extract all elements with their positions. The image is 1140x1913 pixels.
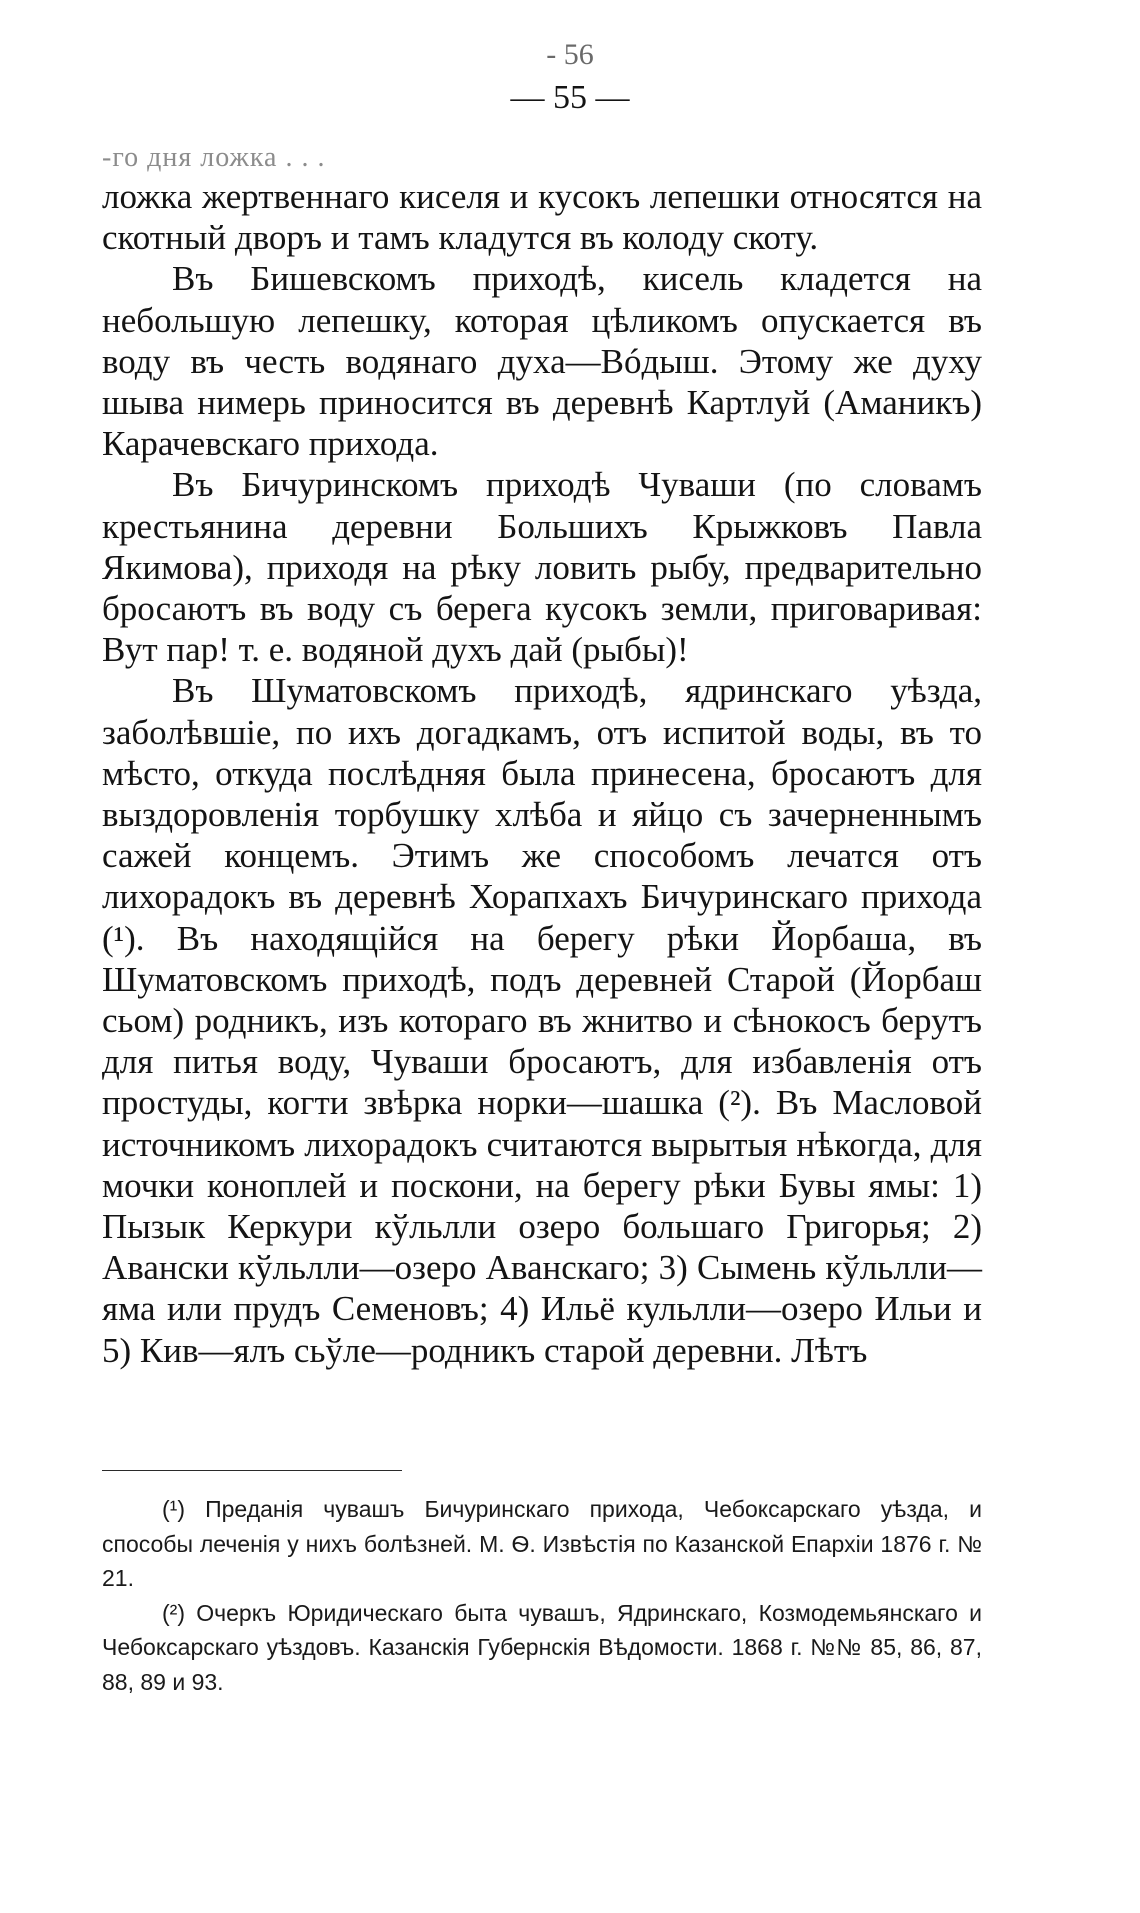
paragraph-bichurinsky: Въ Бичуринскомъ приходѣ Чуваши (по словамъ крестьянина деревни Большихъ Крыжковъ Павла Якимова), приходя на рѣку ловить рыбу, предварительно бросаютъ въ воду съ берега кусокъ земли, приговаривая: Вут пар! т. е. водяной духъ дай (рыбы)! — [102, 465, 982, 670]
main-text — [102, 176, 982, 1371]
footnotes — [102, 1492, 982, 1699]
footnote-2: (²) Очеркъ Юридическаго быта чувашъ, Ядринскаго, Козмодемьянскаго и Чебоксарскаго уѣздовъ. Казанскія Губернскія Вѣдомости. 1868 г. №№ 85, 86, 87, 88, 89 и 93. — [102, 1599, 982, 1695]
faint-page-number: - 56 — [546, 38, 594, 71]
footnote-1: (¹) Преданія чувашъ Бичуринскаго прихода, Чебоксарскаго уѣзда, и способы леченія у нихъ болѣзней. М. Ѳ. Извѣстія по Казанской Епархіи 1876 г. № 21. — [102, 1496, 982, 1591]
paragraph-continued: ложка жертвеннаго киселя и кусокъ лепешки относятся на скотный дворъ и тамъ кладутся въ колоду скоту. — [102, 177, 982, 258]
footnote-separator — [102, 1470, 402, 1471]
faint-bleedthrough-line: -го дня ложка . . . — [102, 142, 326, 173]
paragraph-bishevsky: Въ Бишевскомъ приходѣ, кисель кладется на небольшую лепешку, которая цѣликомъ опускается въ воду въ честь водянаго духа—Вóдыш. Этому же духу шыва нимерь приносится въ деревнѣ Картлуй (Аманикъ) Карачевскаго прихода. — [102, 259, 982, 464]
paragraph-shumatovsky: Въ Шуматовскомъ приходѣ, ядринскаго уѣзда, заболѣвшіе, по ихъ догадкамъ, отъ испитой воды, въ то мѣсто, откуда послѣдняя была принесена, бросаютъ для выздоровленія торбушку хлѣба и яйцо съ зачерненнымъ сажей концемъ. Этимъ же способомъ лечатся отъ лихорадокъ въ деревнѣ Хорапхахъ Бичуринскаго прихода (¹). Въ находящійся на берегу рѣки Йорбаша, въ Шуматовскомъ приходѣ, подъ деревней Старой (Йорбаш сьом) родникъ, изъ котораго въ жнитво и сѣнокосъ берутъ для питья воду, Чуваши бросаютъ, для избавленія отъ простуды, когти звѣрка норки—шашка (²). Въ Масловой источникомъ лихорадокъ считаются вырытыя нѣкогда, для мочки коноплей и поскони, на берегу рѣки Бувы ямы: 1) Пызык Керкури кўльлли озеро большаго Григорья; 2) Авански кўльлли—озеро Аванскаго; 3) Сымень кўльлли—яма или прудъ Семеновъ; 4) Ильё кульлли—озеро Ильи и 5) Кив—ялъ сьўле—родникъ старой деревни. Лѣтъ — [102, 671, 982, 1370]
page-number: — 55 — — [510, 79, 630, 116]
